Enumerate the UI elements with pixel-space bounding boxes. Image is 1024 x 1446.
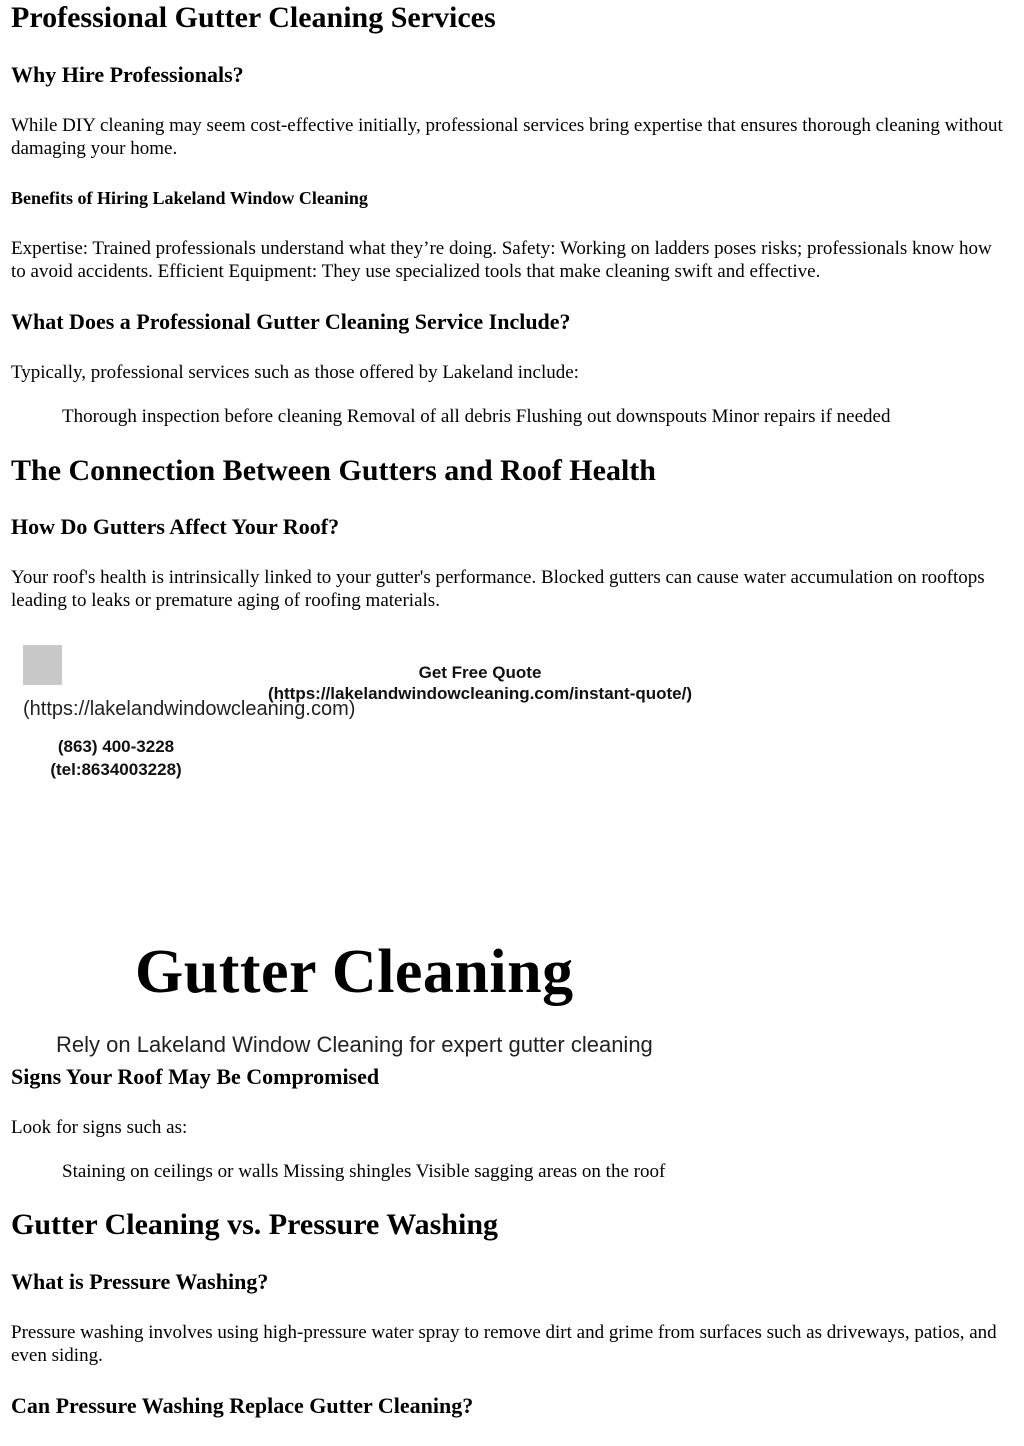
- hero-subtitle-clip: [0, 1018, 1024, 1057]
- heading-service-includes: What Does a Professional Gutter Cleaning Service Include?: [11, 309, 571, 334]
- get-free-quote-button[interactable]: [250, 662, 710, 704]
- hero-title: Gutter Cleaning: [135, 938, 574, 1006]
- phone-link[interactable]: [30, 735, 202, 781]
- logo-image[interactable]: [23, 645, 62, 685]
- phone-number: (863) 400-3228: [57, 737, 175, 756]
- list-service-includes: Thorough inspection before cleaning Removal of all debris Flushing out downspouts Minor repairs if needed: [62, 406, 891, 427]
- quote-label: Get Free Quote: [418, 663, 542, 682]
- heading-gutters-affect-roof: How Do Gutters Affect Your Roof?: [11, 514, 340, 539]
- paragraph-service-includes: Typically, professional services such as those offered by Lakeland include:: [11, 362, 579, 383]
- heading-what-is-pressure-washing: What is Pressure Washing?: [11, 1269, 269, 1294]
- heading-why-hire-professionals: Why Hire Professionals?: [11, 62, 244, 87]
- paragraph-gutters-affect-roof: Your roof's health is intrinsically linked to your gutter's performance. Blocked gutters can cause water accumulation on rooftops leading to leaks or premature aging of roofing materials.: [11, 567, 985, 611]
- list-roof-signs: Staining on ceilings or walls Missing shingles Visible sagging areas on the roof: [62, 1161, 666, 1182]
- heading-pressure-replace-gutter: Can Pressure Washing Replace Gutter Cleaning?: [11, 1393, 474, 1418]
- paragraph-why-hire: While DIY cleaning may seem cost-effective initially, professional services bring expertise that ensures thorough cleaning without damaging your home.: [11, 115, 1003, 159]
- paragraph-pressure-washing: Pressure washing involves using high-pressure water spray to remove dirt and grime from surfaces such as driveways, patios, and even siding.: [11, 1322, 997, 1366]
- hero-subtitle: Rely on Lakeland Window Cleaning for expert gutter cleaning: [56, 1032, 653, 1057]
- phone-tel: (tel:8634003228): [50, 760, 182, 779]
- logo-link[interactable]: (https://lakelandwindowcleaning.com): [23, 698, 356, 720]
- heading-gutter-vs-pressure: Gutter Cleaning vs. Pressure Washing: [11, 1208, 499, 1241]
- heading-professional-gutter-cleaning: Professional Gutter Cleaning Services: [11, 1, 496, 34]
- heading-benefits: Benefits of Hiring Lakeland Window Cleaning: [11, 188, 368, 208]
- heading-gutters-roof-health: The Connection Between Gutters and Roof Health: [11, 454, 656, 487]
- quote-url: (https://lakelandwindowcleaning.com/instant-quote/): [267, 684, 693, 703]
- paragraph-look-for-signs: Look for signs such as:: [11, 1117, 188, 1138]
- paragraph-benefits: Expertise: Trained professionals understand what they’re doing. Safety: Working on ladders poses risks; professionals know how to avoid accidents. Efficient Equipment: They use specialized tools that make cleaning swift and effective.: [11, 238, 992, 282]
- heading-roof-compromised: Signs Your Roof May Be Compromised: [11, 1064, 380, 1089]
